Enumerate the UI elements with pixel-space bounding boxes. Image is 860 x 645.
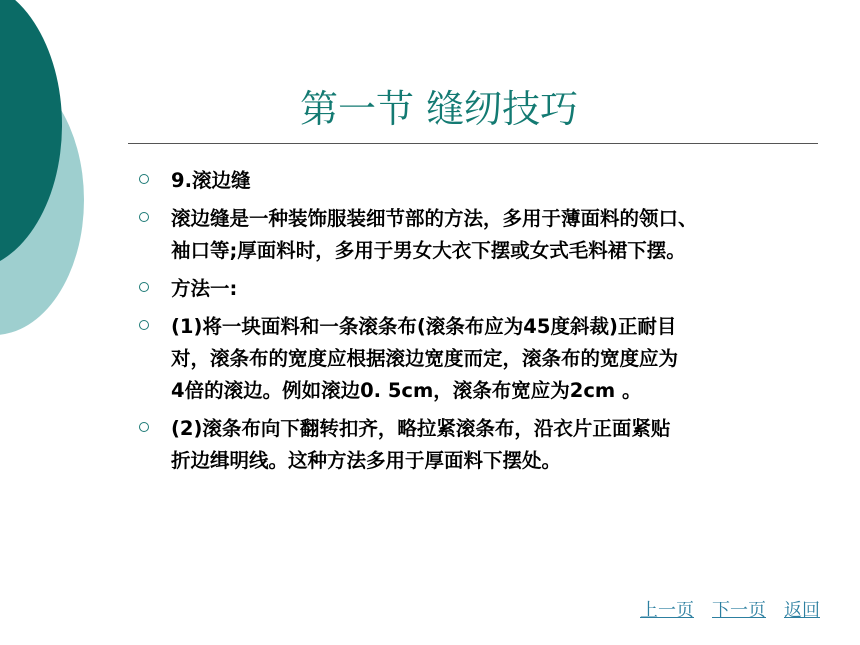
bullet-text: 方法一: (171, 277, 238, 300)
bullet-text: 滚边缝是一种装饰服装细节部的方法，多用于薄面料的领口、 (171, 207, 698, 230)
bullet-text: (1)将一块面料和一条滚条布(滚条布应为45度斜裁)正耐目 (171, 315, 677, 338)
bullet-circle-icon (139, 422, 149, 432)
title-divider (128, 143, 818, 144)
bullet-circle-icon (139, 174, 149, 184)
bullet-item (136, 413, 836, 477)
bullet-circle-icon (139, 320, 149, 330)
bullet-item (136, 311, 836, 407)
slide-navigation (640, 596, 820, 622)
bullet-item (136, 273, 836, 305)
bullet-text: (2)滚条布向下翻转扣齐，略拉紧滚条布，沿衣片正面紧贴 (171, 417, 671, 440)
bullet-item (136, 165, 836, 197)
bullet-text: 袖口等;厚面料时，多用于男女大衣下摆或女式毛料裙下摆。 (171, 239, 686, 262)
bullet-text: 折边缉明线。这种方法多用于厚面料下摆处。 (171, 449, 562, 472)
next-page-link[interactable]: 下一页 (712, 600, 766, 621)
bullet-list (136, 165, 836, 483)
back-link[interactable]: 返回 (784, 600, 820, 621)
bullet-circle-icon (139, 212, 149, 222)
prev-page-link[interactable]: 上一页 (640, 600, 694, 621)
slide-title: 第一节 缝纫技巧 (300, 87, 579, 131)
bullet-circle-icon (139, 282, 149, 292)
bullet-text: 9.滚边缝 (171, 169, 251, 192)
bullet-text: 对，滚条布的宽度应根据滚边宽度而定，滚条布的宽度应为 (171, 347, 679, 370)
bullet-item (136, 203, 836, 267)
bullet-text: 4倍的滚边。例如滚边0. 5cm，滚条布宽应为2cm 。 (171, 379, 642, 402)
